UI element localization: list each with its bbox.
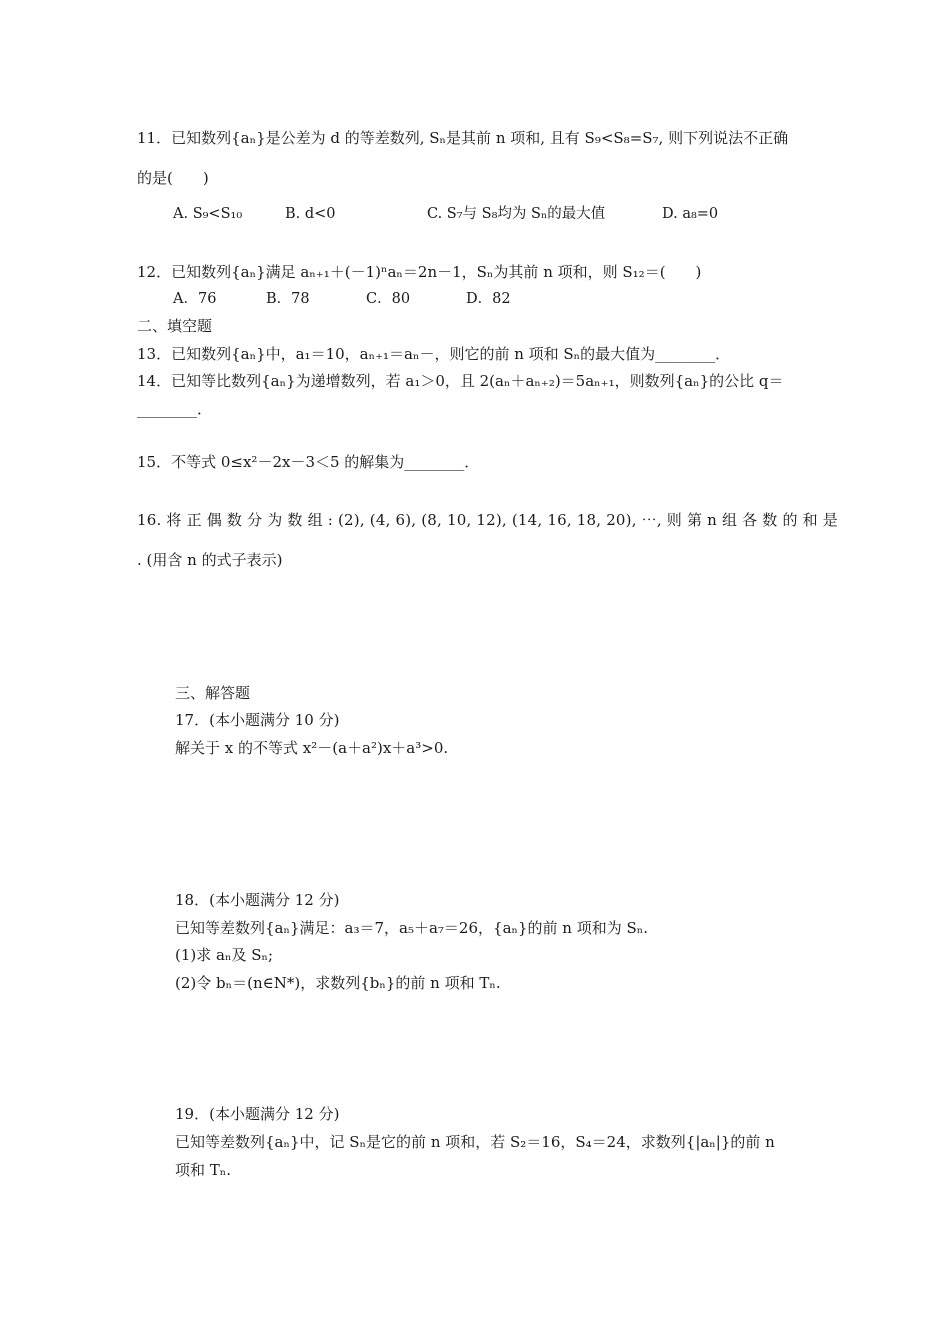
q19-heading: 19．(本小题满分 12 分) <box>175 1105 340 1123</box>
q14-stem-line1: 14．已知等比数列{aₙ}为递增数列，若 a₁＞0，且 2(aₙ＋aₙ₊₂)＝5aₙ₊₁，则数列{aₙ}的公比 q＝ <box>137 372 784 390</box>
q11-stem-line1: 11．已知数列{aₙ}是公差为 d 的等差数列, Sₙ是其前 n 项和, 且有 S₉<S₈=S₇, 则下列说法不正确 <box>137 129 789 147</box>
q16-stem-line2: . (用含 n 的式子表示) <box>137 551 283 569</box>
q12-option-a: A．76 <box>173 291 217 307</box>
q11-option-d: D. a₈=0 <box>662 206 719 222</box>
section-answer-heading: 三、解答题 <box>175 684 251 702</box>
q11-stem-line2: 的是( ) <box>137 169 209 187</box>
q12-option-b: B．78 <box>266 291 310 307</box>
q18-heading: 18．(本小题满分 12 分) <box>175 891 340 909</box>
q16-stem-line1: 16. 将 正 偶 数 分 为 数 组 : (2), (4, 6), (8, 10, 12), (14, 16, 18, 20), ⋯, 则 第 n 组 各 数 的 和 是 <box>137 511 839 529</box>
q18-line3: (2)令 bₙ＝(n∈N*)，求数列{bₙ}的前 n 项和 Tₙ. <box>175 974 501 992</box>
q19-line2: 项和 Tₙ. <box>175 1161 232 1179</box>
q15-stem: 15．不等式 0≤x²－2x－3＜5 的解集为________． <box>137 453 480 471</box>
q11-option-a: A. S₉<S₁₀ <box>173 206 243 222</box>
q12-option-c: C．80 <box>366 291 411 307</box>
q12-stem: 12．已知数列{aₙ}满足 aₙ₊₁＋(－1)ⁿaₙ＝2n－1，Sₙ为其前 n 项和，则 S₁₂＝( ) <box>137 263 702 281</box>
q17-body: 解关于 x 的不等式 x²－(a＋a²)x＋a³>0. <box>175 739 449 757</box>
q12-option-d: D．82 <box>466 291 511 307</box>
q13-stem: 13．已知数列{aₙ}中，a₁＝10，aₙ₊₁＝aₙ－，则它的前 n 项和 Sₙ的最大值为________． <box>137 345 731 363</box>
q11-option-c: C. S₇与 S₈均为 Sₙ的最大值 <box>427 206 606 222</box>
q14-stem-line2: ________． <box>137 400 213 418</box>
q11-option-b: B. d<0 <box>285 206 336 222</box>
q19-line1: 已知等差数列{aₙ}中，记 Sₙ是它的前 n 项和，若 S₂＝16，S₄＝24，求数列{|aₙ|}的前 n <box>175 1133 775 1151</box>
q17-heading: 17．(本小题满分 10 分) <box>175 711 340 729</box>
section-fill-in-heading: 二、填空题 <box>137 317 213 335</box>
q18-line1: 已知等差数列{aₙ}满足：a₃＝7，a₅＋a₇＝26，{aₙ}的前 n 项和为 Sₙ. <box>175 919 649 937</box>
q18-line2: (1)求 aₙ及 Sₙ; <box>175 946 274 964</box>
